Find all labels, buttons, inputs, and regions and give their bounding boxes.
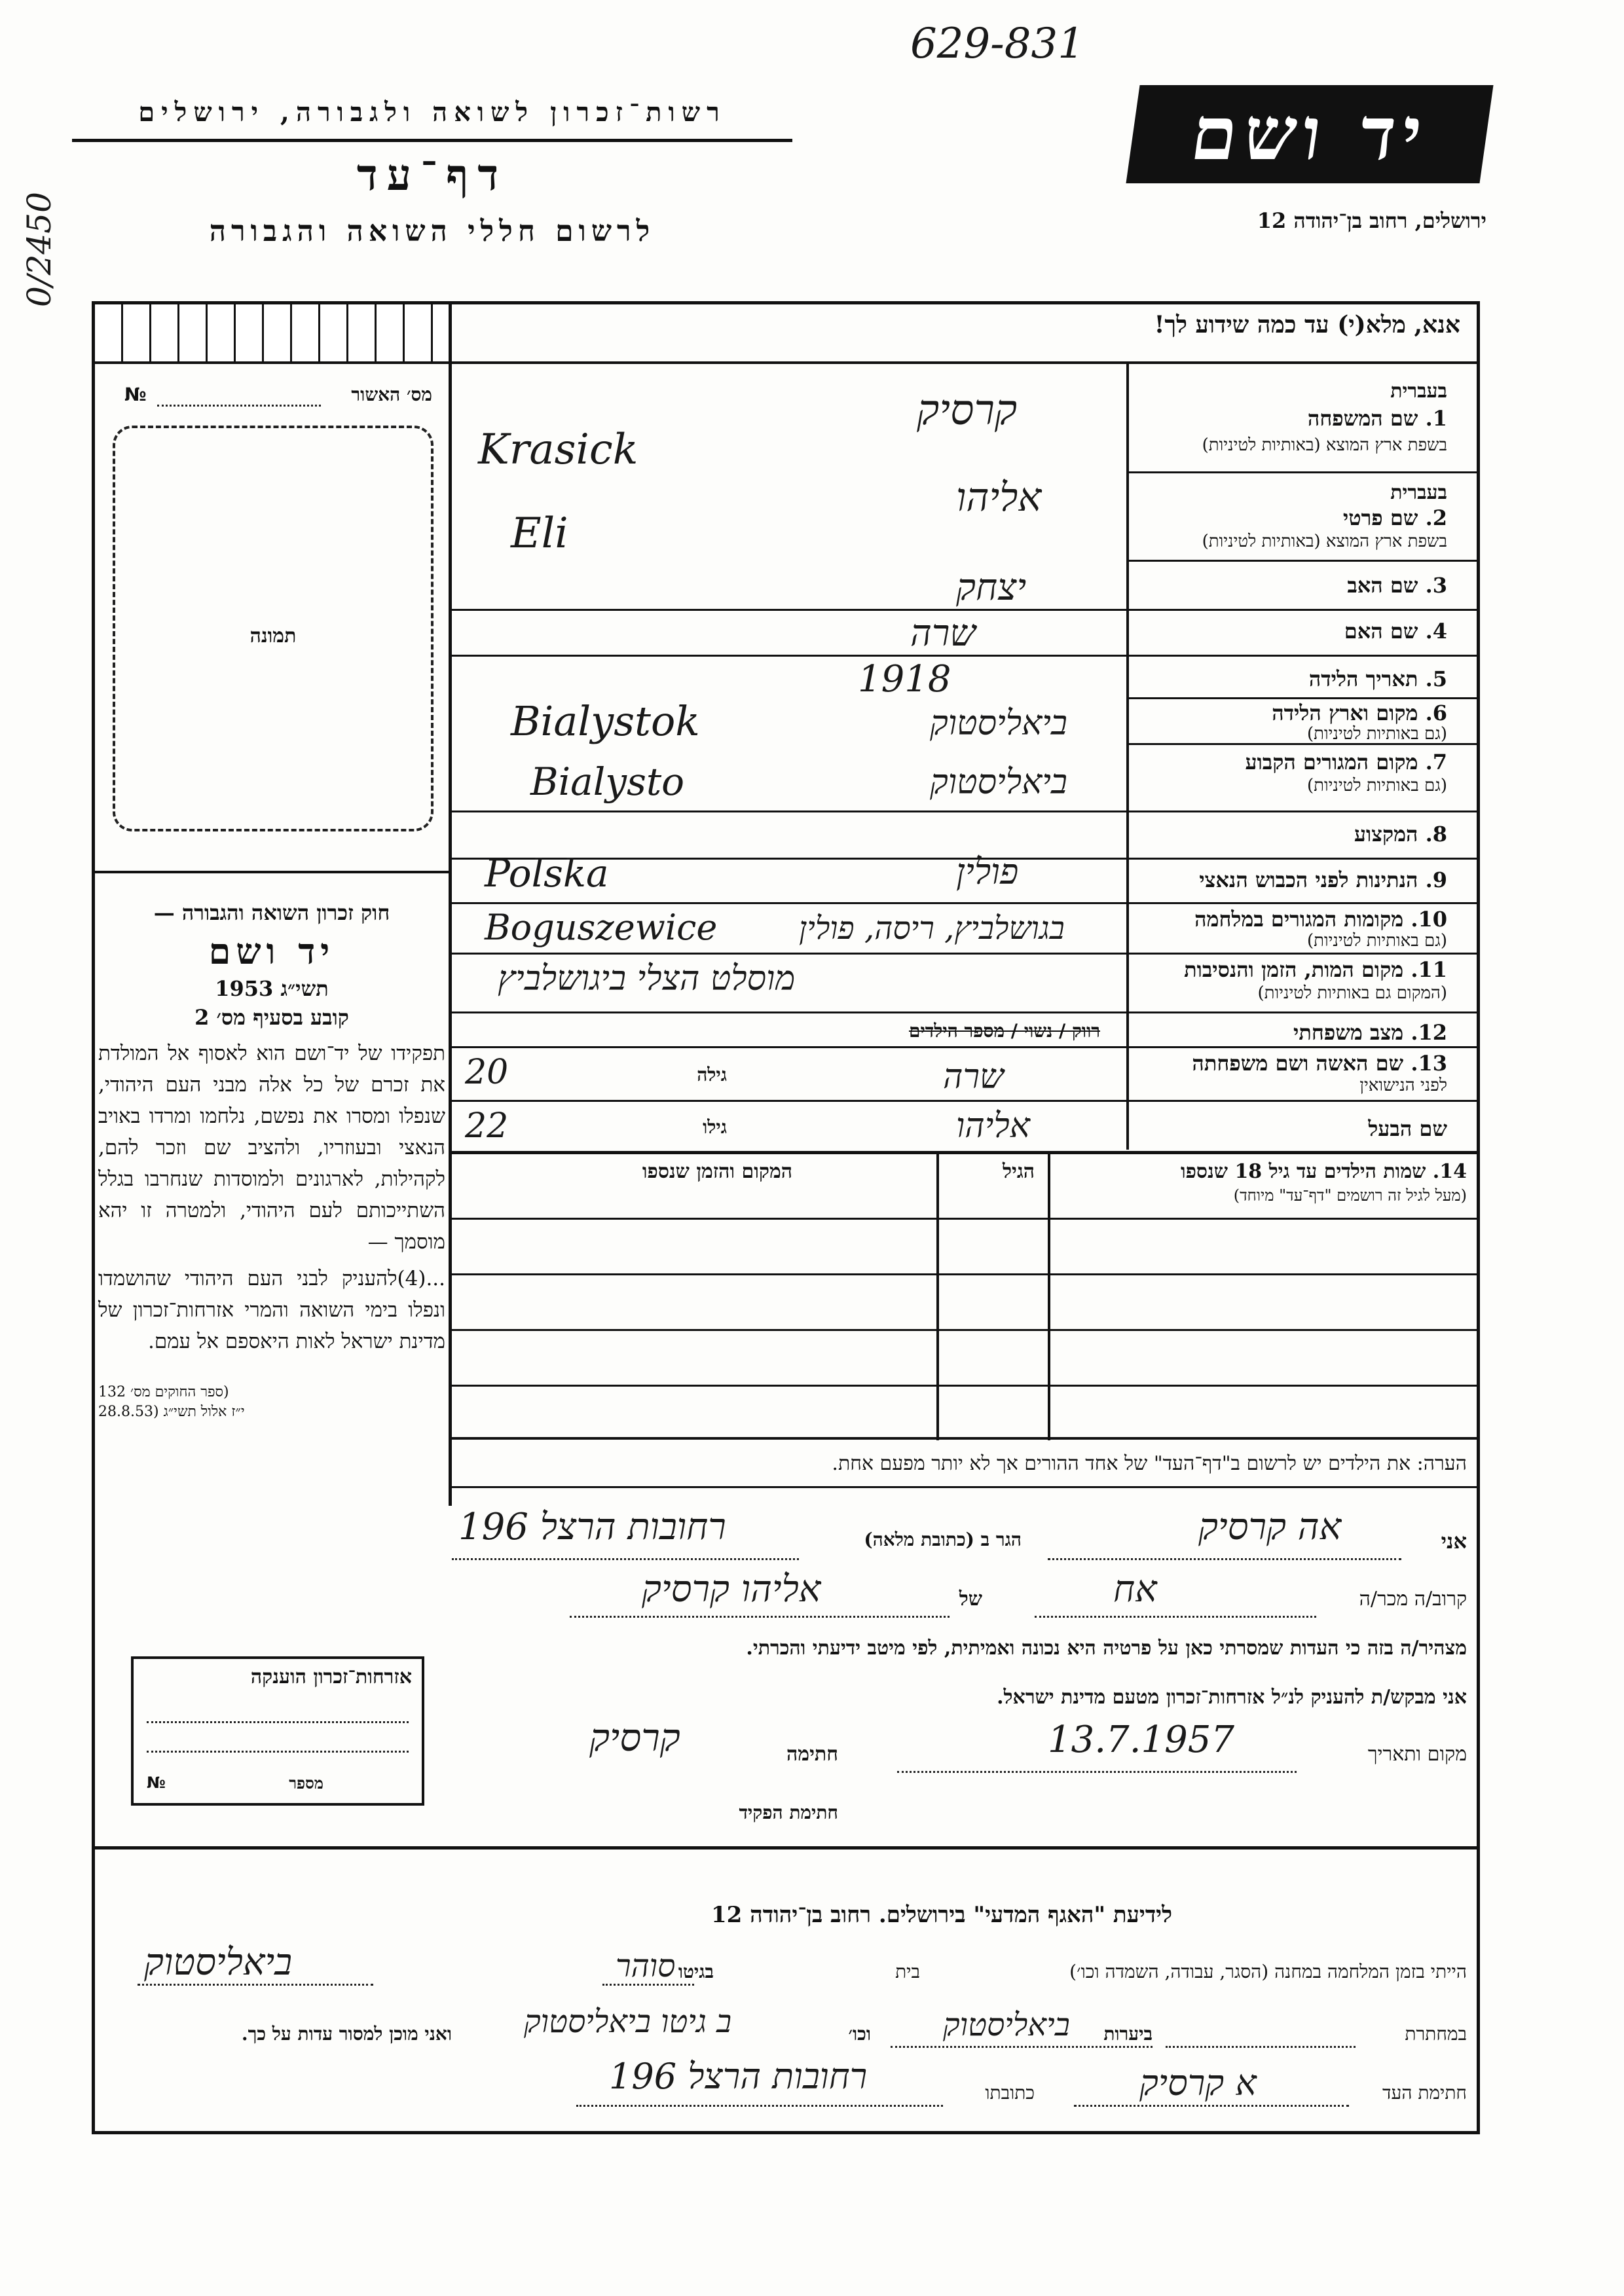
witness-ghetto-line	[138, 1984, 373, 1986]
citizenship-number-label: מספר	[289, 1774, 323, 1793]
field-11-sublabel: (המקום גם באותיות לטיניות)	[1257, 983, 1447, 1003]
witness-camp-line	[602, 1984, 694, 1986]
row-rule-10	[452, 953, 1480, 955]
declaration-of-value: אליהו קרסיק	[642, 1568, 821, 1611]
please-note: אנא, מלא(י) עד כמה שידוע לך!	[1154, 311, 1460, 338]
signature-label: חתימה	[786, 1743, 838, 1766]
field-8-label: 8. המקצוע	[1354, 822, 1447, 847]
place-date-label: מקום ותאריך	[1367, 1743, 1467, 1766]
declaration-i-label: אני	[1441, 1529, 1467, 1554]
children-place-header: המקום והזמן שנספו	[642, 1160, 792, 1183]
declaration-of-label: של	[959, 1588, 982, 1611]
declaration-relative-line	[1035, 1616, 1316, 1618]
row-rule-4	[452, 655, 1480, 657]
field-9-label: 9. הנתינות לפני הכבוש הנאצי	[1199, 867, 1447, 892]
witness-camp-value: סוהר	[616, 1948, 676, 1984]
children-note: הערה: את הילדים יש לרשום ב"דף־העד" של אחד ההורים אך לא יותר מפעם אחת.	[832, 1452, 1467, 1475]
field-6-label: 6. מקום וארץ הלידה	[1272, 701, 1447, 725]
wife-age-label: גילה	[697, 1064, 727, 1085]
residence-latin-value: Bialysto	[530, 759, 685, 804]
children-row-2	[452, 1273, 1480, 1275]
field-7-sublabel: (גם באותיות לטיניות)	[1306, 776, 1447, 795]
husband-age-value: 22	[465, 1106, 509, 1146]
yad-vashem-logo: יד ושם	[1126, 85, 1493, 183]
law-box-top-rule	[92, 871, 451, 873]
law-year: תשי״ג 1953	[215, 976, 329, 1001]
children-row-3	[452, 1329, 1480, 1331]
declaration-i-value: אה קרסיק	[1198, 1506, 1342, 1548]
field-6-sublabel: (גם באותיות לטיניות)	[1306, 724, 1447, 744]
children-col-divider-1	[936, 1152, 939, 1440]
field-5-label: 5. תאריך הלידה	[1308, 666, 1447, 691]
citizenship-line-2	[147, 1751, 409, 1753]
row-rule-1	[1126, 471, 1480, 473]
law-name: יד ושם	[208, 930, 335, 972]
address: ירושלים, רחוב בן־יהודה 12	[1257, 208, 1486, 233]
law-title: חוק זכרון השואה והגבורה —	[153, 900, 390, 925]
residence-hebrew-value: ביאליסטוק	[930, 763, 1067, 802]
archive-number: 629-831	[910, 20, 1084, 68]
row-rule-13	[452, 1100, 1480, 1102]
field-4-label: 4. שם האם	[1344, 619, 1447, 644]
children-age-header: הגיל	[1002, 1160, 1035, 1183]
witness-forest-label: ביערות	[1103, 2023, 1153, 2045]
field-3-label: 3. שם האב	[1347, 573, 1447, 598]
photo-box	[113, 426, 434, 831]
declaration-request: אני מבקש/ת להעניק לנ״ל אזרחות־זכרון מטעם מדינת ישראל.	[997, 1686, 1467, 1709]
children-row-4	[452, 1385, 1480, 1387]
witness-line-2-end: ואני מוכן למסור עדות על כך.	[241, 2023, 452, 2045]
witness-etc-label: וכו׳	[848, 2023, 871, 2045]
mother-name-value: שרה	[910, 612, 976, 655]
declaration-statement: מצהיר/ה בזה כי העדות שמסרתי כאן על פרטיה היא נכונה ואמיתית, לפי מיטב ידיעתי והכרתי.	[746, 1637, 1467, 1660]
children-row-1	[452, 1218, 1480, 1220]
row-rule-11	[452, 1011, 1480, 1013]
field-13-sublabel: לפני הנישואין	[1359, 1076, 1447, 1095]
children-bottom-rule	[452, 1437, 1480, 1440]
husband-label: שם הבעל	[1368, 1116, 1447, 1141]
witness-top-rule	[92, 1846, 1480, 1850]
law-text: תפקידו של יד־ושם הוא לאסוף אל המולדת את זכרם של כל אלה מבני העם היהודי, שנפלו ומסרו את נפשם, נלחמו ומרדו באויב הנאצי ובעוזריו, ולהציב שם וזכר להם, לקהילות, לארגונים ולמוסדות שנחרבו בגלל השתייכותם לעם היהודי, ולמטרה זו יהא מוסמך —	[98, 1042, 445, 1254]
field-1-label: 1. שם המשפחה	[1307, 406, 1447, 431]
field-10-label: 10. מקומות המגורים במלחמה	[1194, 907, 1447, 932]
field-1-sublabel: בשפת ארץ המוצא (באותיות לטיניות)	[1202, 435, 1447, 455]
field-2-sublabel: בשפת ארץ המוצא (באותיות לטיניות)	[1202, 532, 1447, 551]
law-text-2: ...(4)להעניק לבני העם היהודי שהושמדו ונפלו בימי השואה והמרי אזרחות־זכרון של מדינת ישראל לאות היאספם אל עמם.	[98, 1267, 445, 1354]
law-gazette: (ספר החוקים מס׳ 132	[98, 1384, 229, 1401]
form-subtitle: לרשום חללי השואה והגבורה	[209, 215, 655, 248]
witness-forest-value: ביאליסטוק	[943, 2007, 1070, 2043]
children-sublabel: (מעל לגיל זה רושמים "דף־עד" מיוחד)	[1233, 1186, 1467, 1205]
declaration-i-line	[1048, 1558, 1401, 1560]
witness-sig-label: חתימת העד	[1382, 2082, 1467, 2104]
law-clause: קובע בסעיף מס׳ 2	[194, 1005, 349, 1030]
witness-address-label: כתובתו	[985, 2082, 1035, 2104]
row-rule-7	[452, 811, 1480, 812]
wartime-residence-latin-value: Boguszewice	[485, 907, 718, 948]
citizenship-title: אזרחות־זכרון הוענקה	[250, 1666, 412, 1688]
witness-line-1-text: הייתי בזמן המלחמה במחנה (הסגר, עבודה, השמדה וכו׳)	[1069, 1961, 1467, 1982]
field-13-label: 13. שם האשה ושם משפחתה	[1192, 1051, 1447, 1076]
official-signature-label: חתימת הפקיד	[739, 1802, 838, 1823]
declaration-resides-label: הגר ב (כתובת מלאה)	[864, 1529, 1022, 1550]
field-11-label: 11. מקום המות, הזמן והנסיבות	[1184, 957, 1447, 982]
approval-number-label: מס׳ האשור	[351, 384, 432, 405]
witness-partisan-label: במחתרת	[1405, 2023, 1467, 2045]
first-name-latin-value: Eli	[511, 509, 568, 558]
children-col-divider-2	[1048, 1152, 1050, 1440]
approval-number-row	[111, 384, 432, 412]
witness-forest-line	[891, 2046, 1153, 2048]
witness-sig-value: א קרסיק	[1139, 2062, 1257, 2104]
wartime-residence-hebrew-value: בגושלביץ, ריסה, פולין	[799, 910, 1065, 947]
signature-value: קרסיק	[589, 1715, 680, 1760]
row-rule-9	[452, 902, 1480, 904]
citizenship-hebrew-value: פולין	[956, 851, 1019, 892]
declaration-of-line	[570, 1616, 950, 1618]
photo-label: תמונה	[249, 625, 297, 647]
field-12-label: 12. מצב משפחתי	[1293, 1020, 1447, 1045]
first-name-hebrew-value: אליהו	[956, 475, 1042, 520]
in-hebrew-label-2: בעברית	[1390, 481, 1447, 504]
witness-address-value: רחובות הרצל 196	[609, 2056, 868, 2097]
side-number: 0/2450	[20, 192, 58, 307]
witness-etc-value: ב גיטו ביאליסטוק	[524, 2003, 732, 2040]
field-10-sublabel: (גם באותיות לטיניות)	[1306, 931, 1447, 951]
org-name: רשות־זכרון לשואה ולגבורה, ירושלים	[138, 97, 726, 128]
witness-ghetto-value: ביאליסטוק	[144, 1941, 293, 1984]
declaration-relative-value: אח	[1113, 1568, 1157, 1611]
field-2-label: 2. שם פרטי	[1342, 505, 1447, 530]
father-name-value: יצחק	[956, 566, 1027, 609]
citizenship-latin-value: Polska	[485, 851, 609, 896]
wife-age-value: 20	[465, 1053, 509, 1092]
top-strip-rule	[92, 361, 1480, 364]
in-hebrew-label-1: בעברית	[1390, 380, 1447, 403]
witness-sig-line	[1074, 2105, 1349, 2107]
death-place-value: מוסלט הצלי ביגושלביץ	[498, 959, 796, 998]
wife-name-value: שרה	[943, 1057, 1004, 1097]
family-name-latin-value: Krasick	[478, 426, 638, 474]
citizenship-line-1	[147, 1721, 409, 1723]
row-rule-14	[452, 1151, 1480, 1154]
birth-place-hebrew-value: ביאליסטוק	[930, 704, 1067, 743]
row-rule-5	[1126, 697, 1480, 699]
husband-name-value: אליהו	[956, 1106, 1030, 1146]
row-rule-3	[452, 609, 1480, 611]
field-7-label: 7. מקום המגורים הקבוע	[1245, 750, 1447, 774]
witness-title: לידיעת "האגף המדעי" בירושלים. רחוב בן־יהודה 12	[711, 1902, 1172, 1928]
approval-number-suffix: №	[124, 384, 147, 405]
birth-date-value: 1918	[858, 658, 951, 701]
marital-status-options: רווק / נשוי / מספר הילדים	[908, 1020, 1100, 1042]
label-column-divider	[1126, 364, 1129, 1150]
declaration-resides-line	[452, 1558, 799, 1560]
citizenship-box	[131, 1656, 424, 1806]
top-code-cells	[95, 304, 449, 361]
place-date-line	[897, 1771, 1297, 1773]
law-box	[98, 900, 445, 1420]
law-gazette-date: י״ז אלול תשי״ג (28.8.53	[98, 1404, 245, 1421]
children-label: 14. שמות הילדים עד גיל 18 שנספו	[1180, 1160, 1467, 1183]
row-rule-2	[1126, 560, 1480, 562]
place-date-value: 13.7.1957	[1048, 1719, 1235, 1761]
family-name-hebrew-value: קרסיק	[917, 386, 1018, 435]
row-rule-12	[452, 1046, 1480, 1048]
note-rule	[452, 1486, 1480, 1488]
citizenship-number-suffix: №	[147, 1774, 166, 1792]
declaration-relative-label: קרוב/ה מכר/ה	[1359, 1588, 1467, 1611]
approval-number-line	[157, 405, 321, 407]
birth-place-latin-value: Bialystok	[511, 697, 700, 745]
witness-camp-label: בית	[895, 1961, 920, 1982]
husband-age-label: גילו	[703, 1116, 727, 1138]
declaration-resides-value: רחובות הרצל 196	[458, 1506, 726, 1548]
header-rule	[72, 139, 792, 142]
witness-ghetto-label: בגיטו	[678, 1961, 714, 1982]
witness-address-line	[576, 2105, 943, 2107]
witness-partisan-line	[1166, 2046, 1356, 2048]
form-title: דף־עד	[356, 149, 508, 200]
